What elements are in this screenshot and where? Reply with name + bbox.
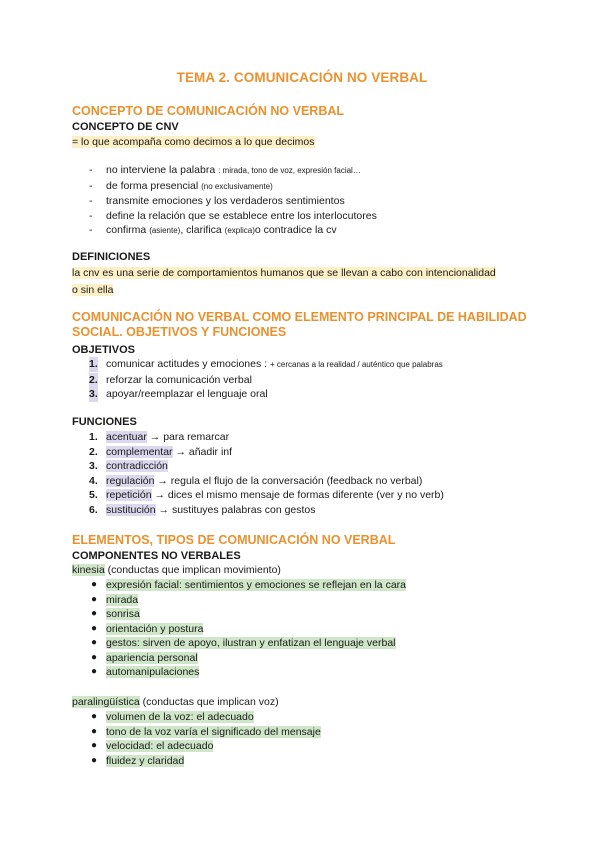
- bullet-icon: ●: [91, 711, 98, 722]
- bullet-icon: ●: [91, 651, 98, 663]
- definitions-heading: DEFINICIONES: [72, 251, 151, 263]
- list-item: 3. contradicción: [89, 460, 168, 472]
- list-item: 2. complementar → añadir inf: [89, 445, 233, 458]
- list-item: ● mirada: [91, 593, 139, 606]
- list-item: 3. apoyar/reemplazar el lenguaje oral: [89, 388, 268, 400]
- list-item: ● gestos: sirven de apoyo, ilustran y enfatizan el lenguaje verbal: [91, 637, 396, 649]
- bullet-icon: ●: [91, 666, 98, 677]
- list-item: - define la relación que se establece entre los interlocutores: [89, 209, 377, 222]
- dash-icon: -: [89, 179, 93, 192]
- page-title: TEMA 2. COMUNICACIÓN NO VERBAL: [176, 70, 428, 85]
- section3-subheading: COMPONENTES NO VERBALES: [72, 550, 241, 562]
- paralinguistics-list: [72, 710, 542, 768]
- cnv-characteristics-list: [72, 163, 542, 239]
- list-item: ● expresión facial: sentimientos y emociones se reflejan en la cara: [91, 579, 406, 591]
- functions-heading: FUNCIONES: [72, 416, 137, 428]
- paralinguistics-label: paralingüística (conductas que implican voz): [72, 696, 279, 708]
- section2-heading: COMUNICACIÓN NO VERBAL COMO ELEMENTO PRINCIPAL DE HABILIDAD SOCIAL. OBJETIVOS Y FUNCIONES: [72, 310, 527, 339]
- list-item: ● tono de la voz varía el significado del mensaje: [91, 725, 321, 738]
- kinesia-list: [72, 578, 542, 680]
- list-item: - de forma presencial (no exclusivamente): [89, 179, 273, 192]
- functions-list: [72, 430, 542, 517]
- section1-heading: CONCEPTO DE COMUNICACIÓN NO VERBAL: [72, 104, 345, 118]
- section3-heading: ELEMENTOS, TIPOS DE COMUNICACIÓN NO VERBAL: [72, 533, 396, 547]
- bullet-icon: ●: [91, 608, 98, 619]
- bullet-icon: ●: [91, 740, 98, 751]
- list-item: 1. comunicar actitudes y emociones : + cercanas a la realidad / auténtico que palabras: [89, 358, 443, 370]
- objectives-list: [72, 357, 542, 402]
- list-item: - confirma (asiente), clarifica (explica)o contradice la cv: [89, 224, 337, 236]
- bullet-icon: ●: [91, 754, 98, 766]
- bullet-icon: ●: [91, 725, 98, 737]
- definitions-text: la cnv es una serie de comportamientos humanos que se llevan a cabo con intencionalidad o sin ella: [72, 267, 496, 296]
- bullet-icon: ●: [91, 622, 98, 634]
- dash-icon: -: [89, 164, 93, 176]
- dash-icon: -: [89, 224, 93, 236]
- list-item: ● sonrisa: [91, 608, 140, 620]
- list-item: ● orientación y postura: [91, 622, 204, 635]
- list-item: 5. repetición → dices el mismo mensaje de formas diferente (ver y no verb): [89, 489, 444, 501]
- list-item: 4. regulación → regula el flujo de la conversación (feedback no verbal): [89, 474, 423, 487]
- kinesia-label: kinesia (conductas que implican movimiento): [72, 564, 281, 576]
- list-item: ● automanipulaciones: [91, 666, 200, 678]
- list-item: 2. reforzar la comunicación verbal: [89, 373, 252, 386]
- dash-icon: -: [89, 195, 93, 207]
- objectives-heading: OBJETIVOS: [72, 344, 135, 356]
- list-item: - no interviene la palabra : mirada, tono de voz, expresión facial…: [89, 164, 361, 176]
- list-item: ● fluidez y claridad: [91, 754, 185, 767]
- list-item: ● volumen de la voz: el adecuado: [91, 711, 254, 723]
- bullet-icon: ●: [91, 637, 98, 648]
- bullet-icon: ●: [91, 579, 98, 590]
- list-item: ● apariencia personal: [91, 651, 198, 664]
- dash-icon: -: [89, 209, 93, 222]
- list-item: - transmite emociones y los verdaderos sentimientos: [89, 195, 345, 207]
- list-item: 1. acentuar → para remarcar: [89, 431, 230, 443]
- bullet-icon: ●: [91, 593, 98, 605]
- section1-subheading: CONCEPTO DE CNV: [72, 121, 179, 133]
- list-item: 6. sustitución → sustituyes palabras con gestos: [89, 503, 316, 516]
- cnv-definition: [72, 135, 315, 149]
- list-item: ● velocidad: el adecuado: [91, 740, 214, 752]
- definition-highlight: = lo que acompaña como decimos a lo que decimos: [72, 136, 315, 148]
